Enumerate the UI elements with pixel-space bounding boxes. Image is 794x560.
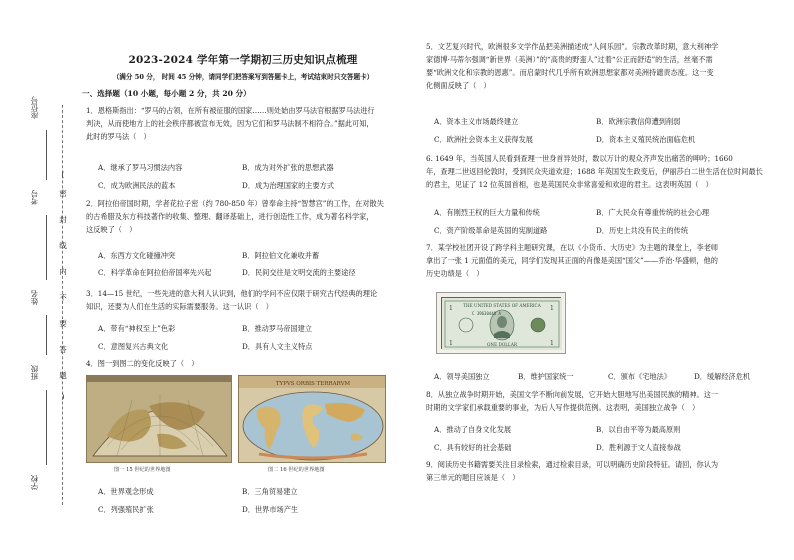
question-text: 化侧面反映了（ ） (426, 81, 491, 90)
q2-option-b[interactable]: B．阿拉伯文化兼收并蓄 (242, 251, 320, 260)
q2-option-d[interactable]: D．民间交往是文明交流的主要途径 (242, 268, 356, 277)
q3-option-a[interactable]: A．带有“神权至上”色彩 (98, 324, 176, 333)
question-3 (86, 287, 377, 313)
question-text: 7．某学校社团开设了跨学科主题研究课，在以《小货币、大历史》为主题的课堂上，李老师 (426, 243, 719, 252)
section-heading: 一、选择题（10 小题，每小题 2 分，共 20 分） (82, 89, 251, 98)
seat-number-label: 座位号 (30, 96, 39, 120)
binding-margin (0, 0, 76, 560)
bill-header: THE UNITED STATES OF AMERICA (463, 303, 541, 308)
q1-option-b[interactable]: B．成为对外扩张的思想武器 (242, 163, 334, 172)
q7-option-d[interactable]: D．缓解经济危机 (694, 372, 751, 381)
q8-option-d[interactable]: D．胜利源于文人直接参战 (596, 443, 681, 452)
exam-number-line (46, 215, 47, 280)
seal-char: 答 (59, 345, 67, 354)
question-text: 知识，还要为人们在生活的实际需要服务。这一认识（ ） (86, 302, 273, 311)
left-column (82, 0, 404, 560)
seal-char: 不 (59, 293, 67, 302)
question-text: 拿出了一张 1 元面值的美元，同学们发现其正面的肖像是美国“国父”——乔治·华盛顿，他的 (426, 256, 718, 265)
question-2 (86, 197, 384, 236)
map2-caption: 图二 16 世纪的世界地图 (268, 467, 325, 473)
name-label: 姓名 (30, 290, 39, 306)
q7-option-c[interactable]: C．颁布《宅地法》 (608, 372, 672, 381)
seal-char: ) (61, 392, 65, 401)
seal-char: 内 (59, 267, 67, 276)
question-9 (426, 458, 718, 484)
q6-option-d[interactable]: D．历史上共没有民主的传统 (596, 226, 689, 235)
q3-option-c[interactable]: C．意图复兴古典文化 (98, 342, 169, 351)
q6-option-a[interactable]: A．有刚烈王权的巨大力量和传统 (434, 208, 540, 217)
q8-option-c[interactable]: C．具有较好的社会基础 (434, 443, 512, 452)
bill-corner-number: 1 (449, 340, 453, 347)
map-title: TYPVS ORBIS TERRARVM (275, 381, 351, 387)
dollar-bill-illustration (442, 298, 562, 350)
seal-char: 题 (59, 371, 67, 380)
question-text: 9．阅读历史书籍需要关注目录检索，通过检索目录，可以明确历史阶段特征。请回，你认为 (426, 460, 719, 469)
q8-option-b[interactable]: B．以自由平等为最高原则 (596, 425, 681, 434)
question-text: 8．从独立战争时期开始，美国文学不断向前发展，它开始大胆地写出美国民族的精神。这一 (426, 390, 719, 399)
class-label: 班级 (30, 365, 39, 381)
ptolemy-map-illustration (87, 376, 232, 463)
question-4 (86, 357, 198, 370)
bill-denomination: ONE DOLLAR (486, 342, 518, 347)
seal-char: 线 (59, 241, 67, 250)
question-1 (86, 104, 375, 143)
question-text: 4．图一到图二的变化反映了（ ） (86, 359, 199, 368)
q7-option-b[interactable]: B．维护国家统一 (518, 372, 574, 381)
bill-serial: C 39630448 A (472, 311, 501, 316)
ortelius-map-illustration (239, 376, 386, 463)
q3-option-d[interactable]: D．具有人文主义特点 (242, 342, 313, 351)
q8-option-a[interactable]: A．推动了自身文化发展 (434, 425, 512, 434)
q5-option-d[interactable]: D．资本主义殖民统治面临危机 (596, 135, 696, 144)
q6-option-b[interactable]: B．广大民众有尊重传统的社会心理 (596, 208, 710, 217)
question-text: 6. 1649 年，当英国人民看到查理一世身首异处时，数以万计的观众齐声发出痛苦的呻吟；1660 (426, 154, 733, 163)
seal-char: 密 (59, 189, 67, 198)
exam-number-label: 考号 (30, 190, 39, 206)
q2-option-c[interactable]: C．科学革命在阿拉伯帝国率先兴起 (98, 268, 212, 277)
q1-option-c[interactable]: C．成为欧洲民法的蓝本 (98, 181, 176, 190)
name-line (46, 315, 47, 355)
question-text: 家德博·马蒂尔强调“新世界（美洲）”的“高贵的野蛮人”过着“公正而舒适”的生活，丝毫不需 (426, 55, 713, 64)
student-info-fields (30, 70, 46, 530)
question-text: 3．14—15 世纪，一些先进的意大利人认识到，他们的学问不应仅限于研究古代经典的理论 (86, 289, 378, 298)
seal-char: 要 (59, 319, 67, 328)
one-dollar-bill (436, 292, 566, 354)
question-text: 5．文艺复兴时代，欧洲很多文学作品把美洲描述成“人间乐园”。宗教改革时期，意大利神学 (426, 42, 719, 51)
q4-option-a[interactable]: A．世界观念形成 (98, 487, 154, 496)
q4-option-c[interactable]: C．列强殖民扩张 (98, 505, 154, 514)
q6-option-c[interactable]: C．资产阶级革命是英国的宪制道路 (434, 226, 548, 235)
q1-option-d[interactable]: D．成为治理国家的主要方式 (242, 181, 335, 190)
question-text: 的君主，见证了 12 位英国首相，也是英国民众非常喜爱和欢迎的君主。这表明英国（ ） (426, 180, 713, 189)
question-text: 这反映了（ ） (86, 225, 137, 234)
q4-option-d[interactable]: D．世界市场产生 (242, 505, 299, 514)
q7-option-a[interactable]: A．领导美国独立 (434, 372, 490, 381)
bill-face (441, 297, 561, 349)
question-text: 要“欧洲文化和宗教的恩惠”。而启蒙时代几乎所有欧洲思想家都对美洲持谴责态度。这一变 (426, 68, 714, 77)
question-text: 年，查理二世返回伦敦时，受到民众夹道欢迎；1688 年英国发生政变后，伊丽莎白二世生活在位时间最长 (426, 167, 763, 176)
q5-option-b[interactable]: B．欧洲宗教信仰遭到削弱 (596, 117, 681, 126)
seal-notice (56, 170, 70, 430)
bill-corner-number: 1 (550, 340, 554, 347)
q3-option-b[interactable]: B．推动罗马帝国建立 (242, 324, 312, 333)
class-line (46, 390, 47, 465)
question-5 (426, 40, 718, 92)
question-text: 历史功绩是（ ） (426, 269, 484, 278)
map-15th-century (86, 375, 232, 463)
page-title: 2023-2024 学年第一学期初三历史知识点梳理 (128, 54, 358, 66)
question-text: 1．恩格斯指出：“罗马的占领，在所有被征服的国家……则处始由罗马法官根据罗马法进行 (86, 106, 375, 115)
q5-option-c[interactable]: C．欧洲社会资本主义获得发展 (434, 135, 533, 144)
map-16th-century (238, 375, 386, 463)
exam-instructions: （满分 50 分， 时间 45 分钟，请同学们把答案写到答题卡上，考试结束时只交答题卡） (112, 73, 374, 81)
school-label: 学校 (30, 475, 39, 491)
q5-option-a[interactable]: A．资本主义市场最终建立 (434, 117, 519, 126)
question-6 (426, 152, 763, 191)
right-column (422, 0, 768, 560)
question-7 (426, 241, 718, 280)
question-text: 此时的罗马法（ ） (86, 132, 151, 141)
question-text: 时期的文学家们承载重要的事业，为后人写作提供范例。这表明，美国独立战争（ ） (426, 403, 700, 412)
seal-char: 封 (59, 215, 67, 224)
question-text: 第三单元的题目应该是（ ） (426, 473, 520, 482)
map1-caption: 图一 15 世纪的世界地图 (114, 467, 171, 473)
question-text: 判决，从而使地方上的社会秩序都被宣布无效，因为它们和罗马法制不相符合。”据此可知， (86, 119, 374, 128)
bill-corner-number: 1 (449, 305, 453, 312)
seat-number-line (46, 130, 47, 180)
question-text: 的古希腊及东方科技著作的收集、整理、翻译基础上，进行创造性工作，成为著名科学家， (86, 212, 374, 221)
q2-option-a[interactable]: A．东西方文化碰撞冲突 (98, 251, 176, 260)
question-8 (426, 388, 718, 414)
seal-char: ( (61, 170, 65, 179)
question-text: 2．阿拉伯帝国时期，学者花拉子密（约 780-850 年）曾奉命主持“智慧宫”的工作，在对散失 (86, 199, 384, 208)
q1-option-a[interactable]: A．继承了罗马习惯法内容 (98, 163, 183, 172)
bill-corner-number: 1 (550, 305, 554, 312)
q4-option-b[interactable]: B．三角贸易建立 (242, 487, 298, 496)
